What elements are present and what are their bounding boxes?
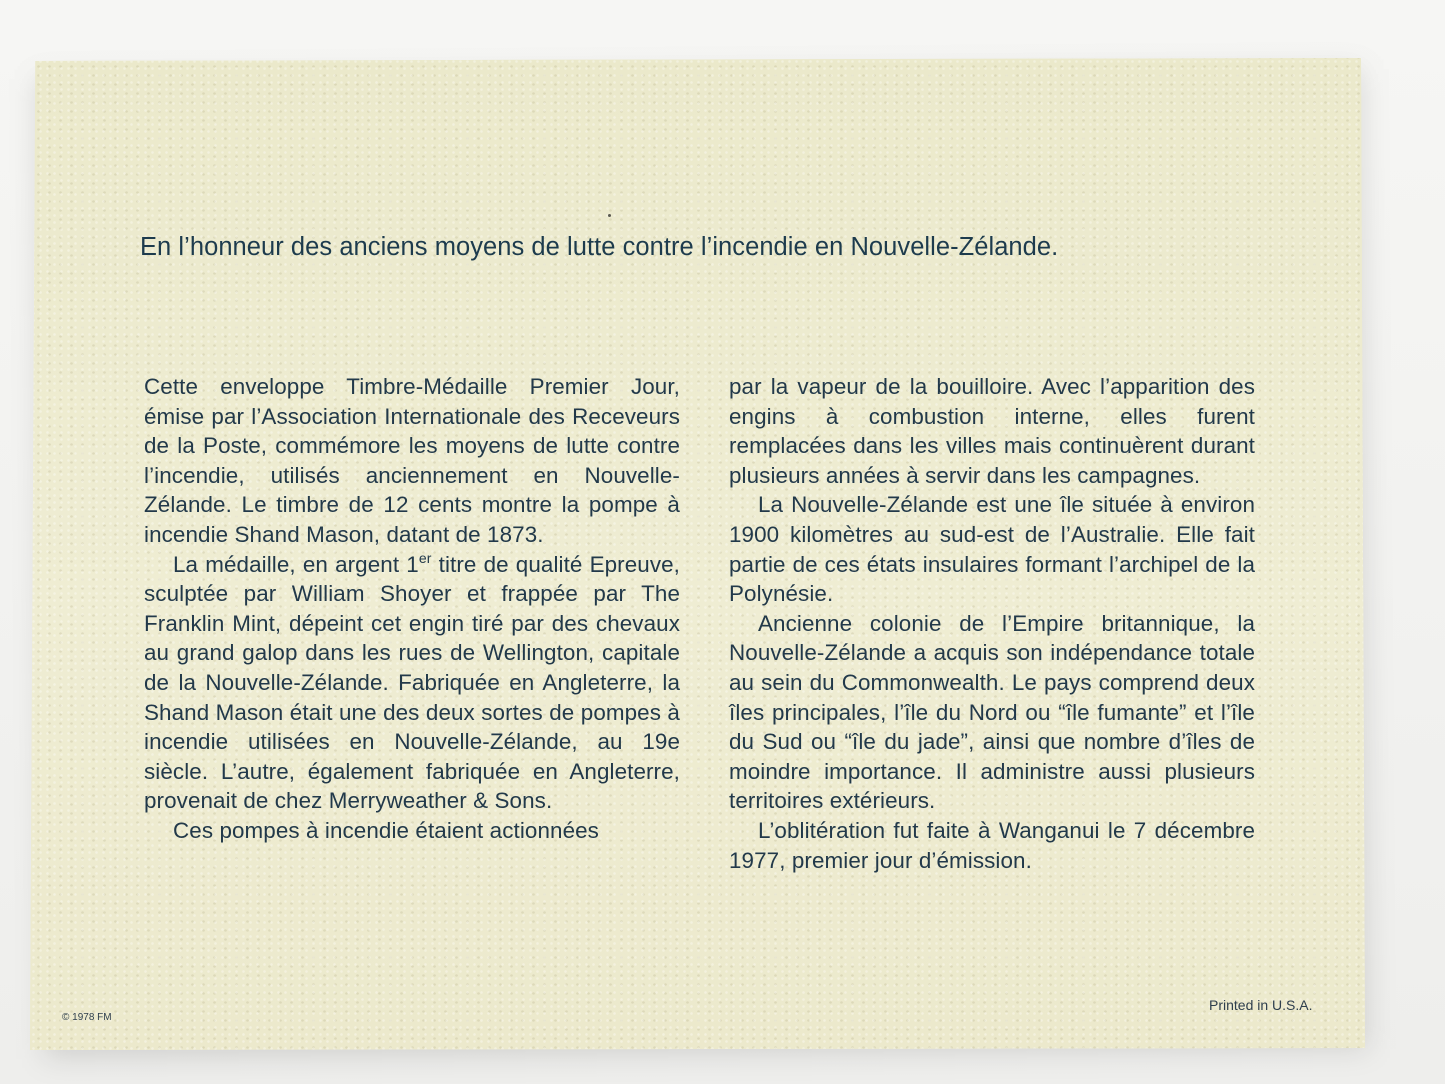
left-paragraph-1: Cette enveloppe Timbre-Médaille Premier Jour, émise par l’Association Internationale des Receveurs de la Poste, commémore les moyens de lutte contre l’incendie, utilisés anciennement en Nouvelle-Zélande. Le timbre de 12 cents montre la pompe à incendie Shand Mason, datant de 1873. bbox=[144, 374, 680, 547]
printed-in-notice: Printed in U.S.A. bbox=[1209, 997, 1313, 1013]
right-paragraph-1: par la vapeur de la bouilloire. Avec l’apparition des engins à combustion interne, elles furent remplacées dans les villes mais continuèrent durant plusieurs années à servir dans les campagnes. bbox=[729, 374, 1255, 488]
paper-speck bbox=[608, 214, 611, 217]
ordinal-superscript: er bbox=[418, 549, 432, 566]
right-paragraph-2: La Nouvelle-Zélande est une île située à environ 1900 kilomètres au sud-est de l’Australie. Elle fait partie de ces états insulaires formant l’archipel de la Polynésie. bbox=[729, 492, 1255, 607]
left-text-column bbox=[144, 372, 680, 846]
left-paragraph-3: Ces pompes à incendie étaient actionnées bbox=[173, 817, 599, 843]
right-paragraph-3: Ancienne colonie de l’Empire britannique, la Nouvelle-Zélande a acquis son indépendance totale au sein du Commonwealth. Le pays comprend deux îles principales, l’île du Nord ou “île fumante” et l’île du Sud ou “île du jade”, ainsi que nombre d’îles de moindre importance. Il administre aussi plusieurs territoires extérieurs. bbox=[729, 610, 1255, 814]
right-text-column bbox=[729, 372, 1255, 875]
medal-text-rest: titre de qualité Epreuve, sculptée par William Shoyer et frappée par The Franklin Mint, dépeint cet engin tiré par des chevaux au grand galop dans les rues de Wellington, capitale de la Nouvelle-Zélande. Fabriquée en Angleterre, la Shand Mason était une des deux sortes de pompes à incendie utilisées en Nouvelle-Zélande, au 19e siècle. L’autre, également fabriquée en Angleterre, provenait de chez Merryweather & Sons. bbox=[144, 551, 681, 814]
card-heading: En l’honneur des anciens moyens de lutte contre l’incendie en Nouvelle-Zélande. bbox=[140, 233, 1059, 261]
right-paragraph-4: L’oblitération fut faite à Wanganui le 7 décembre 1977, premier jour d’émission. bbox=[729, 817, 1255, 873]
medal-text-start: La médaille, en argent 1 bbox=[173, 551, 419, 577]
left-paragraph-2 bbox=[144, 550, 680, 816]
copyright-notice: © 1978 FM bbox=[62, 1012, 112, 1023]
